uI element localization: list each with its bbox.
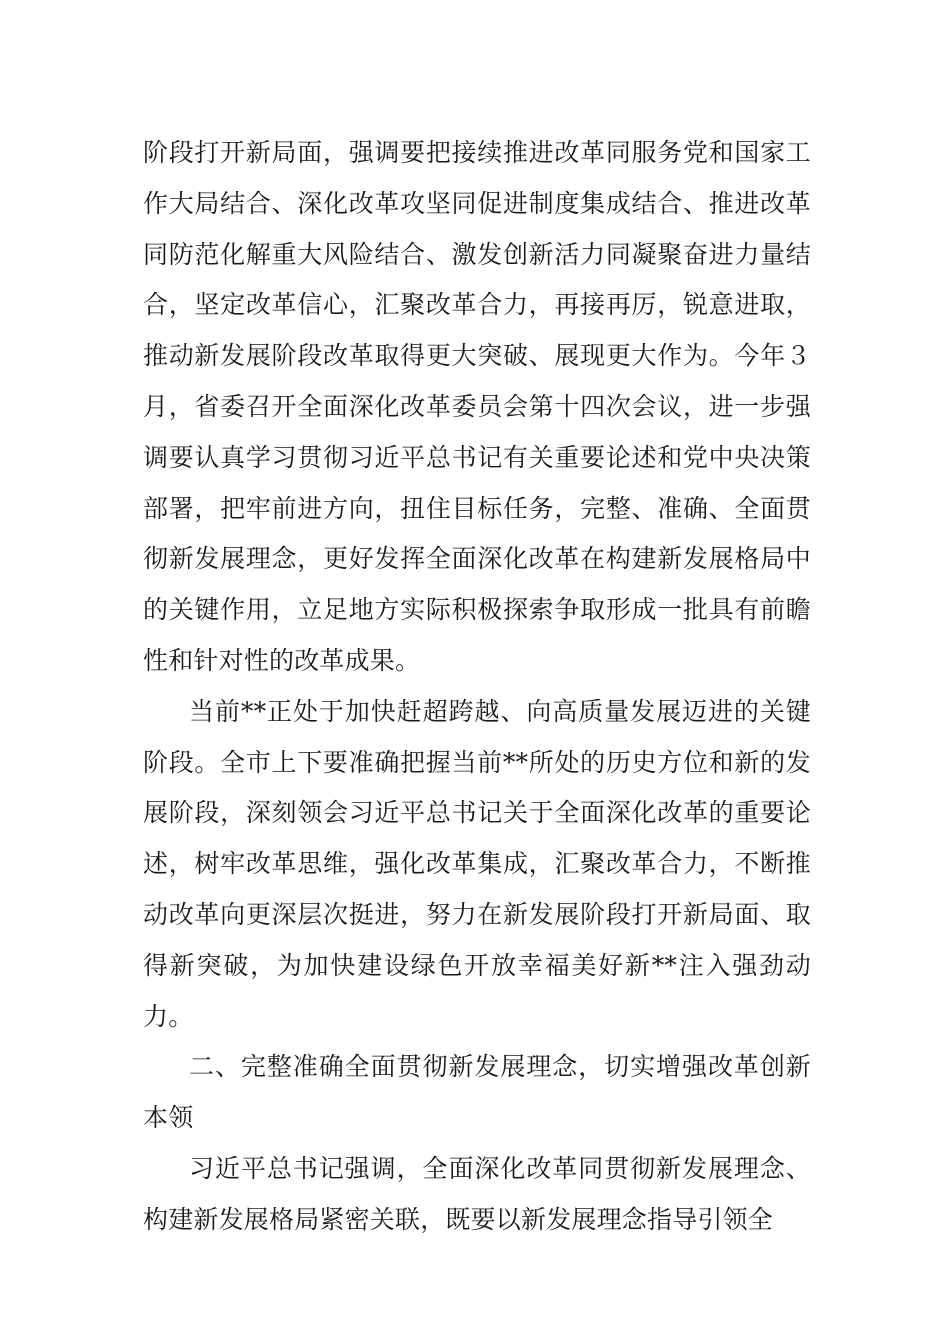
section-heading-2: 二、完整准确全面贯彻新发展理念，切实增强改革创新本领 (143, 1052, 811, 1133)
paragraph-new-development-concept: 习近平总书记强调，全面深化改革同贯彻新发展理念、构建新发展格局紧密关联，既要以新发展理念指导引领全 (143, 1153, 811, 1234)
document-body (143, 128, 811, 1246)
paragraph-current-stage: 当前**正处于加快赶超跨越、向高质量发展迈进的关键阶段。全市上下要准确把握当前**所处的历史方位和新的发展阶段，深刻领会习近平总书记关于全面深化改革的重要论述，树牢改革思维，强化改革集成，汇聚改革合力，不断推动改革向更深层次挺进，努力在新发展阶段打开新局面、取得新突破，为加快建设绿色开放幸福美好新**注入强劲动力。 (143, 696, 811, 1031)
paragraph-continuation: 阶段打开新局面，强调要把接续推进改革同服务党和国家工作大局结合、深化改革攻坚同促进制度集成结合、推进改革同防范化解重大风险结合、激发创新活力同凝聚奋进力量结合，坚定改革信心，汇聚改革合力，再接再厉，锐意进取，推动新发展阶段改革取得更大突破、展现更大作为。今年３月，省委召开全面深化改革委员会第十四次会议，进一步强调要认真学习贯彻习近平总书记有关重要论述和党中央决策部署，把牢前进方向，扭住目标任务，完整、准确、全面贯彻新发展理念，更好发挥全面深化改革在构建新发展格局中的关键作用，立足地方实际积极探索争取形成一批具有前瞻性和针对性的改革成果。 (143, 138, 811, 675)
